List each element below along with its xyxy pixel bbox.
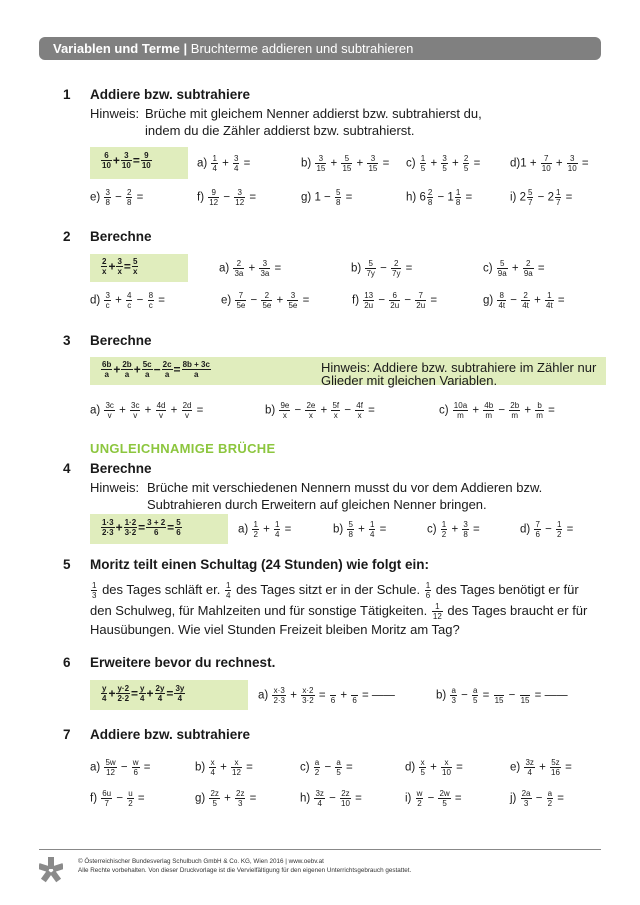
fraction: $\frac{2}{5e}$: [262, 291, 272, 310]
fraction: $\frac{1}{7}$: [555, 188, 561, 207]
task-6-number: 6: [63, 655, 71, 670]
fraction: $\frac{6}{2u}$: [390, 291, 400, 310]
task-7-a: a) $\frac{5w}{12}$ − $\frac{w}{6}$ =: [90, 758, 151, 777]
task-1-b: b) $\frac{3}{15}$ + $\frac{5}{15}$ + $\frac{3}{15}$ =: [301, 154, 390, 173]
task-6-a: a) $\frac{x\cdot 3}{2\cdot 3}$ + $\frac{x\cdot 2}{3\cdot 2}$ = 6 + 6 = ——: [258, 686, 395, 705]
fraction: $\frac{5c}{a}$: [142, 360, 152, 379]
fraction: $\frac{2a}{3}$: [521, 789, 531, 808]
fraction: $\frac{3}{5e}$: [288, 291, 298, 310]
fraction: $\frac{6b}{a}$: [102, 360, 112, 379]
fraction: $\frac{13}{2u}$: [364, 291, 374, 310]
task-4-hint-line2: Subtrahieren durch Erweitern auf gleichen Nenner bringen.: [147, 497, 487, 512]
fraction: $\frac{x\cdot 3}{2\cdot 3}$: [273, 686, 285, 705]
fraction: $\frac{5w}{12}$: [105, 758, 116, 777]
fraction: $\frac{8}{4t}$: [498, 291, 506, 310]
footer-copyright: © Österreichischer Bundesverlag Schulbuch GmbH & Co. KG, Wien 2016 | www.oebv.at: [78, 858, 324, 865]
fraction: $\frac{2z}{10}$: [341, 789, 350, 808]
fraction: $\frac{5}{8}$: [348, 520, 353, 539]
task-3-b: b) $\frac{9e}{x}$ − $\frac{2e}{x}$ + $\frac{5f}{x}$ − $\frac{4f}{x}$ =: [265, 401, 375, 420]
fraction: $\frac{3}{3a}$: [260, 259, 270, 278]
fraction: 15: [520, 686, 531, 705]
task-2-example: $\frac{2}{x}$ + $\frac{3}{x}$ = $\frac{5}{x}$: [102, 257, 138, 276]
task-3-hint-line2: Glieder mit gleichen Variablen.: [321, 373, 498, 388]
fraction: $\frac{3}{10}$: [121, 151, 131, 170]
task-4-example: $\frac{1\cdot 3}{2\cdot 3}$ + $\frac{1\cdot 2}{3\cdot 2}$ = $\frac{3 + 2}{6}$ = $\frac{5}{6}$: [102, 518, 181, 537]
fraction: $\frac{2y}{4}$: [155, 684, 165, 703]
fraction: $\frac{10a}{m}$: [453, 401, 468, 420]
task-3-a: a) $\frac{3c}{v}$ + $\frac{3c}{v}$ + $\frac{4d}{v}$ + $\frac{2d}{v}$ =: [90, 401, 204, 420]
fraction: $\frac{1\cdot 3}{2\cdot 3}$: [102, 518, 114, 537]
task-4-b: b) $\frac{5}{8}$ + $\frac{1}{4}$ =: [333, 520, 387, 539]
fraction: $\frac{a}{3}$: [451, 686, 456, 705]
fraction: 6: [351, 686, 357, 705]
header-bar: [39, 37, 601, 60]
task-7-d: d) $\frac{x}{5}$ + $\frac{x}{10}$ =: [405, 758, 463, 777]
fraction: $\frac{7}{10}$: [541, 154, 551, 173]
fraction: $\frac{a}{2}$: [314, 758, 320, 777]
fraction: $\frac{3 + 2}{6}$: [147, 518, 166, 537]
fraction: $\frac{2}{8}$: [127, 188, 132, 207]
fraction: $\frac{7}{5e}$: [236, 291, 246, 310]
task-1-h: h) 6 $\frac{2}{8}$ − 1 $\frac{1}{8}$ =: [406, 188, 473, 207]
fraction: $\frac{7}{2u}$: [416, 291, 426, 310]
task-3-number: 3: [63, 333, 71, 348]
fraction: $\frac{2b}{a}$: [122, 360, 132, 379]
task-2-b: b) $\frac{5}{7y}$ − $\frac{2}{7y}$ =: [351, 259, 413, 278]
task-2-g: g) $\frac{8}{4t}$ − $\frac{2}{4t}$ + $\frac{1}{4t}$ =: [483, 291, 565, 310]
task-1-d: d)1 + $\frac{7}{10}$ + $\frac{3}{10}$ =: [510, 154, 589, 173]
task-7-c: c) $\frac{a}{2}$ − $\frac{a}{5}$ =: [300, 758, 353, 777]
task-6-example: $\frac{y}{4}$ + $\frac{y\cdot 2}{2\cdot 2}$ = $\frac{y}{4}$ + $\frac{2y}{4}$ = $\frac{3y}{4}$: [102, 684, 185, 703]
task-4-c: c) $\frac{1}{2}$ + $\frac{3}{8}$ =: [427, 520, 480, 539]
fraction: $\frac{9}{12}$: [209, 188, 219, 207]
task-5-line1: $\frac{1}{3}$ des Tages schläft er. $\frac{1}{4}$ des Tages sitzt er in der Schule. $\frac{1}{6}$ des Tages benötigt er für: [92, 581, 579, 601]
fraction: $\frac{4}{c}$: [127, 291, 132, 310]
fraction: $\frac{3c}{v}$: [105, 401, 114, 420]
fraction: $\frac{5}{7y}$: [366, 259, 375, 278]
task-7-g: g) $\frac{2z}{5}$ + $\frac{2z}{3}$ =: [195, 789, 257, 808]
fraction: $\frac{2w}{5}$: [439, 789, 450, 808]
fraction: $\frac{8}{c}$: [148, 291, 154, 310]
fraction: $\frac{w}{6}$: [132, 758, 139, 777]
fraction: $\frac{2}{x}$: [102, 257, 107, 276]
fraction: $\frac{x\cdot 2}{3\cdot 2}$: [302, 686, 314, 705]
fraction: $\frac{3}{12}$: [235, 188, 245, 207]
task-7-j: j) $\frac{2a}{3}$ − $\frac{a}{2}$ =: [510, 789, 564, 808]
task-3-example: $\frac{6b}{a}$ + $\frac{2b}{a}$ + $\frac{5c}{a}$ − $\frac{2c}{a}$ = $\frac{8b + 3c}{a}$: [102, 360, 210, 379]
fraction: $\frac{2}{3a}$: [234, 259, 244, 278]
task-5-number: 5: [63, 557, 71, 572]
fraction: $\frac{3}{c}$: [105, 291, 110, 310]
fraction: $\frac{7}{6}$: [535, 520, 540, 539]
fraction: $\frac{4b}{m}$: [484, 401, 494, 420]
section-heading: UNGLEICHNAMIGE BRÜCHE: [90, 441, 276, 456]
fraction: $\frac{u}{2}$: [128, 789, 133, 808]
fraction: $\frac{6}{10}$: [102, 151, 111, 170]
task-2-a: a) $\frac{2}{3a}$ + $\frac{3}{3a}$ =: [219, 259, 282, 278]
fraction: $\frac{3}{x}$: [117, 257, 122, 276]
task-2-c: c) $\frac{5}{9a}$ + $\frac{2}{9a}$ =: [483, 259, 545, 278]
task-7-title: Addiere bzw. subtrahiere: [90, 727, 251, 742]
footer-rights: Alle Rechte vorbehalten. Von dieser Druckvorlage ist die Vervielfältigung für den eigenen Unterrichtsgebrauch gestattet.: [78, 867, 412, 874]
fraction: $\frac{1}{8}$: [455, 188, 461, 207]
fraction: $\frac{1}{6}$: [425, 581, 431, 601]
fraction: $\frac{1}{4t}$: [546, 291, 553, 310]
fraction: $\frac{8b + 3c}{a}$: [182, 360, 210, 379]
fraction: $\frac{5f}{x}$: [332, 401, 340, 420]
fraction: $\frac{1}{4}$: [225, 581, 231, 601]
fraction: $\frac{x}{5}$: [420, 758, 425, 777]
task-4-title: Berechne: [90, 461, 152, 476]
fraction: $\frac{3}{15}$: [316, 154, 326, 173]
fraction: $\frac{1}{4}$: [275, 520, 280, 539]
task-4-number: 4: [63, 461, 71, 476]
task-5-line2: den Schulweg, für Mahlzeiten und für sonstige Tätigkeiten. $\frac{1}{12}$ des Tages braucht er für: [90, 602, 588, 622]
task-1-f: f) $\frac{9}{12}$ − $\frac{3}{12}$ =: [197, 188, 257, 207]
fraction: $\frac{2c}{a}$: [162, 360, 172, 379]
task-3-title: Berechne: [90, 333, 152, 348]
fraction: $\frac{2}{4t}$: [522, 291, 529, 310]
fraction: $\frac{3z}{4}$: [315, 789, 324, 808]
fraction: $\frac{y\cdot 2}{2\cdot 2}$: [117, 684, 130, 703]
task-1-hint-line2: indem du die Zähler addierst bzw. subtrahierst.: [145, 123, 415, 138]
fraction: $\frac{x}{10}$: [442, 758, 451, 777]
task-7-e: e) $\frac{3z}{4}$ + $\frac{5z}{16}$ =: [510, 758, 572, 777]
fraction: $\frac{2e}{x}$: [306, 401, 316, 420]
fraction: $\frac{1}{2}$: [441, 520, 447, 539]
task-1-hint-line1: Brüche mit gleichem Nenner addierst bzw. subtrahierst du,: [145, 106, 482, 121]
fraction: $\frac{b}{m}$: [536, 401, 543, 420]
fraction: $\frac{y}{4}$: [140, 684, 145, 703]
fraction: $\frac{6u}{7}$: [102, 789, 112, 808]
fraction: $\frac{x}{4}$: [210, 758, 215, 777]
task-2-number: 2: [63, 229, 71, 244]
publisher-logo-icon: [39, 857, 63, 883]
task-1-i: i) 2 $\frac{5}{7}$ − 2 $\frac{1}{7}$ =: [510, 188, 573, 207]
task-4-a: a) $\frac{1}{2}$ + $\frac{1}{4}$ =: [238, 520, 292, 539]
task-1-a: a) $\frac{1}{4}$ + $\frac{3}{4}$ =: [197, 154, 251, 173]
task-4-d: d) $\frac{7}{6}$ − $\frac{1}{2}$ =: [520, 520, 574, 539]
task-7-b: b) $\frac{x}{4}$ + $\frac{x}{12}$ =: [195, 758, 253, 777]
fraction: $\frac{2b}{m}$: [510, 401, 520, 420]
task-7-number: 7: [63, 727, 71, 742]
fraction: $\frac{5}{x}$: [132, 257, 138, 276]
fraction: $\frac{1}{5}$: [420, 154, 426, 173]
fraction: $\frac{4f}{x}$: [356, 401, 363, 420]
task-6-b: b) $\frac{a}{3}$ − $\frac{a}{5}$ = 15 − 15 = ——: [436, 686, 568, 705]
fraction: $\frac{3}{15}$: [368, 154, 378, 173]
fraction: $\frac{5}{6}$: [176, 518, 181, 537]
task-1-example: $\frac{6}{10}$ + $\frac{3}{10}$ = $\frac{9}{10}$: [102, 151, 151, 170]
task-7-h: h) $\frac{3z}{4}$ − $\frac{2z}{10}$ =: [300, 789, 362, 808]
task-3-c: c) $\frac{10a}{m}$ + $\frac{4b}{m}$ − $\frac{2b}{m}$ + $\frac{b}{m}$ =: [439, 401, 555, 420]
topic-title: Bruchterme addieren und subtrahieren: [187, 41, 414, 56]
footer-divider: [39, 849, 601, 850]
task-2-title: Berechne: [90, 229, 152, 244]
fraction: $\frac{a}{5}$: [336, 758, 341, 777]
fraction: $\frac{3}{4}$: [234, 154, 239, 173]
fraction: $\frac{3c}{v}$: [131, 401, 140, 420]
fraction: $\frac{y}{4}$: [102, 684, 107, 703]
fraction: $\frac{2z}{3}$: [236, 789, 245, 808]
fraction: $\frac{5}{8}$: [335, 188, 341, 207]
task-6-title: Erweitere bevor du rechnest.: [90, 655, 276, 670]
fraction: $\frac{w}{2}$: [416, 789, 423, 808]
fraction: $\frac{3}{10}$: [567, 154, 577, 173]
page-title: [53, 41, 413, 56]
fraction: $\frac{3}{8}$: [463, 520, 468, 539]
task-7-i: i) $\frac{w}{2}$ − $\frac{2w}{5}$ =: [405, 789, 462, 808]
task-1-c: c) $\frac{1}{5}$ + $\frac{3}{5}$ + $\frac{2}{5}$ =: [406, 154, 481, 173]
fraction: $\frac{1}{12}$: [432, 602, 442, 622]
task-1-title: Addiere bzw. subtrahiere: [90, 87, 251, 102]
fraction: $\frac{3y}{4}$: [175, 684, 185, 703]
fraction: $\frac{3}{8}$: [105, 188, 110, 207]
task-1-e: e) $\frac{3}{8}$ − $\frac{2}{8}$ =: [90, 188, 144, 207]
fraction: $\frac{5z}{16}$: [551, 758, 560, 777]
fraction: $\frac{1}{2}$: [253, 520, 258, 539]
fraction: $\frac{5}{15}$: [342, 154, 352, 173]
fraction: 15: [494, 686, 505, 705]
fraction: $\frac{3}{5}$: [442, 154, 447, 173]
fraction: $\frac{3z}{4}$: [525, 758, 534, 777]
fraction: $\frac{1}{3}$: [92, 581, 97, 601]
task-5-title: Moritz teilt einen Schultag (24 Stunden) wie folgt ein:: [90, 557, 430, 572]
task-1-g: g) 1 − $\frac{5}{8}$ =: [301, 188, 353, 207]
task-2-d: d) $\frac{3}{c}$ + $\frac{4}{c}$ − $\frac{8}{c}$ =: [90, 291, 165, 310]
fraction: $\frac{1}{4}$: [370, 520, 375, 539]
fraction: $\frac{4d}{v}$: [156, 401, 166, 420]
fraction: $\frac{2}{8}$: [427, 188, 433, 207]
task-3-hint-line1: Hinweis: Addiere bzw. subtrahiere im Zähler nur: [321, 360, 597, 375]
fraction: $\frac{a}{2}$: [547, 789, 553, 808]
chapter-title: Variablen und Terme |: [53, 41, 188, 56]
task-2-e: e) $\frac{7}{5e}$ − $\frac{2}{5e}$ + $\frac{3}{5e}$ =: [221, 291, 310, 310]
fraction: $\frac{1\cdot 2}{3\cdot 2}$: [124, 518, 137, 537]
task-1-number: 1: [63, 87, 71, 102]
fraction: $\frac{1}{4}$: [212, 154, 217, 173]
fraction: $\frac{2}{5}$: [463, 154, 469, 173]
fraction: $\frac{9}{10}$: [141, 151, 151, 170]
task-7-f: f) $\frac{6u}{7}$ − $\frac{u}{2}$ =: [90, 789, 145, 808]
fraction: $\frac{5}{9a}$: [497, 259, 507, 278]
fraction: $\frac{2}{9a}$: [523, 259, 533, 278]
task-4-hint-label: Hinweis:: [90, 480, 140, 495]
fraction: $\frac{a}{5}$: [473, 686, 478, 705]
fraction: $\frac{2z}{5}$: [210, 789, 219, 808]
task-5-line3: Hausübungen. Wie viel Stunden Freizeit bleiben Moritz am Tag?: [90, 622, 460, 637]
fraction: $\frac{5}{7}$: [528, 188, 533, 207]
fraction: $\frac{9e}{x}$: [280, 401, 290, 420]
fraction: $\frac{1}{2}$: [557, 520, 562, 539]
task-4-hint-line1: Brüche mit verschiedenen Nennern musst du vor dem Addieren bzw.: [147, 480, 543, 495]
task-1-hint-label: Hinweis:: [90, 106, 140, 121]
fraction: $\frac{x}{12}$: [232, 758, 241, 777]
fraction: $\frac{2d}{v}$: [182, 401, 192, 420]
fraction: 6: [330, 686, 336, 705]
fraction: $\frac{2}{7y}$: [392, 259, 401, 278]
task-2-f: f) $\frac{13}{2u}$ − $\frac{6}{2u}$ − $\frac{7}{2u}$ =: [352, 291, 438, 310]
